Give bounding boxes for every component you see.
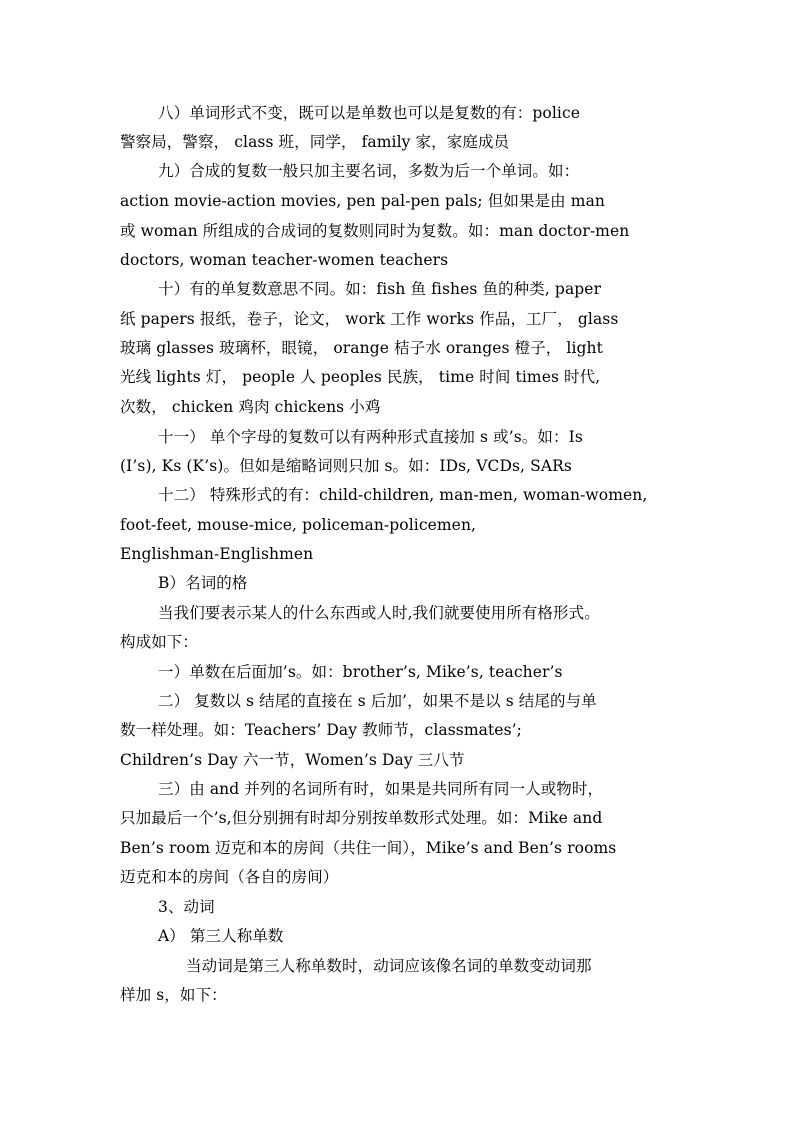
text-line: 或 woman 所组成的合成词的复数则同时为复数。如：man doctor-men (120, 222, 630, 240)
text-line: 只加最后一个’s,但分别拥有时却分别按单数形式处理。如：Mike and (120, 809, 603, 827)
text-line: 次数， chicken 鸡肉 chickens 小鸡 (120, 398, 381, 416)
text-line: Ben’s room 迈克和本的房间（共住一间），Mike’s and Ben’s rooms (120, 839, 617, 857)
text-line: 当动词是第三人称单数时，动词应该像名词的单数变动词那 (186, 957, 592, 975)
text-line: Englishman-Englishmen (120, 545, 314, 563)
text-line: 十）有的单复数意思不同。如：fish 鱼 fishes 鱼的种类, paper (158, 280, 602, 298)
text-line: 光线 lights 灯， people 人 peoples 民族， time 时间 times 时代, (120, 368, 601, 386)
text-line: 构成如下： (120, 633, 199, 651)
text-line: 纸 papers 报纸，卷子，论文， work 工作 works 作品，工厂， glass (120, 310, 619, 328)
text-line: (I’s), Ks (K’s)。但如是缩略词则只加 s。如：IDs, VCDs, SARs (120, 457, 572, 475)
text-line: action movie-action movies, pen pal-pen pals; 但如果是由 man (120, 192, 606, 210)
text-line: 三）由 and 并列的名词所有时，如果是共同所有同一人或物时， (158, 780, 604, 798)
text-line: foot-feet, mouse-mice, policeman-policemen, (120, 516, 477, 534)
text-line: 二） 复数以 s 结尾的直接在 s 后加’，如果不是以 s 结尾的与单 (158, 692, 597, 710)
text-line: 样加 s，如下： (120, 986, 227, 1004)
text-line: doctors, woman teacher-women teachers (120, 251, 449, 269)
text-line: 警察局，警察， class 班，同学， family 家，家庭成员 (120, 133, 510, 151)
subsection-heading: A） 第三人称单数 (158, 927, 284, 945)
text-line: 八）单词形式不变，既可以是单数也可以是复数的有：police (158, 104, 581, 122)
text-line: 十二） 特殊形式的有：child-children, man-men, woman-women, (158, 486, 648, 504)
section-heading: 3、动词 (158, 898, 215, 916)
section-heading: B）名词的格 (158, 574, 248, 592)
text-line: Children’s Day 六一节，Women’s Day 三八节 (120, 751, 465, 769)
text-line: 迈克和本的房间（各自的房间） (120, 868, 339, 886)
text-line: 九）合成的复数一般只加主要名词，多数为后一个单词。如： (158, 162, 580, 180)
text-line: 十一） 单个字母的复数可以有两种形式直接加 s 或’s。如：Is (158, 428, 583, 446)
text-line: 当我们要表示某人的什么东西或人时,我们就要使用所有格形式。 (158, 604, 600, 622)
text-line: 一）单数在后面加’s。如：brother’s, Mike’s, teacher’s (158, 663, 563, 681)
text-line: 玻璃 glasses 玻璃杯，眼镜， orange 桔子水 oranges 橙子， light (120, 339, 603, 357)
text-line: 数一样处理。如：Teachers’ Day 教师节，classmates’; (120, 721, 522, 739)
